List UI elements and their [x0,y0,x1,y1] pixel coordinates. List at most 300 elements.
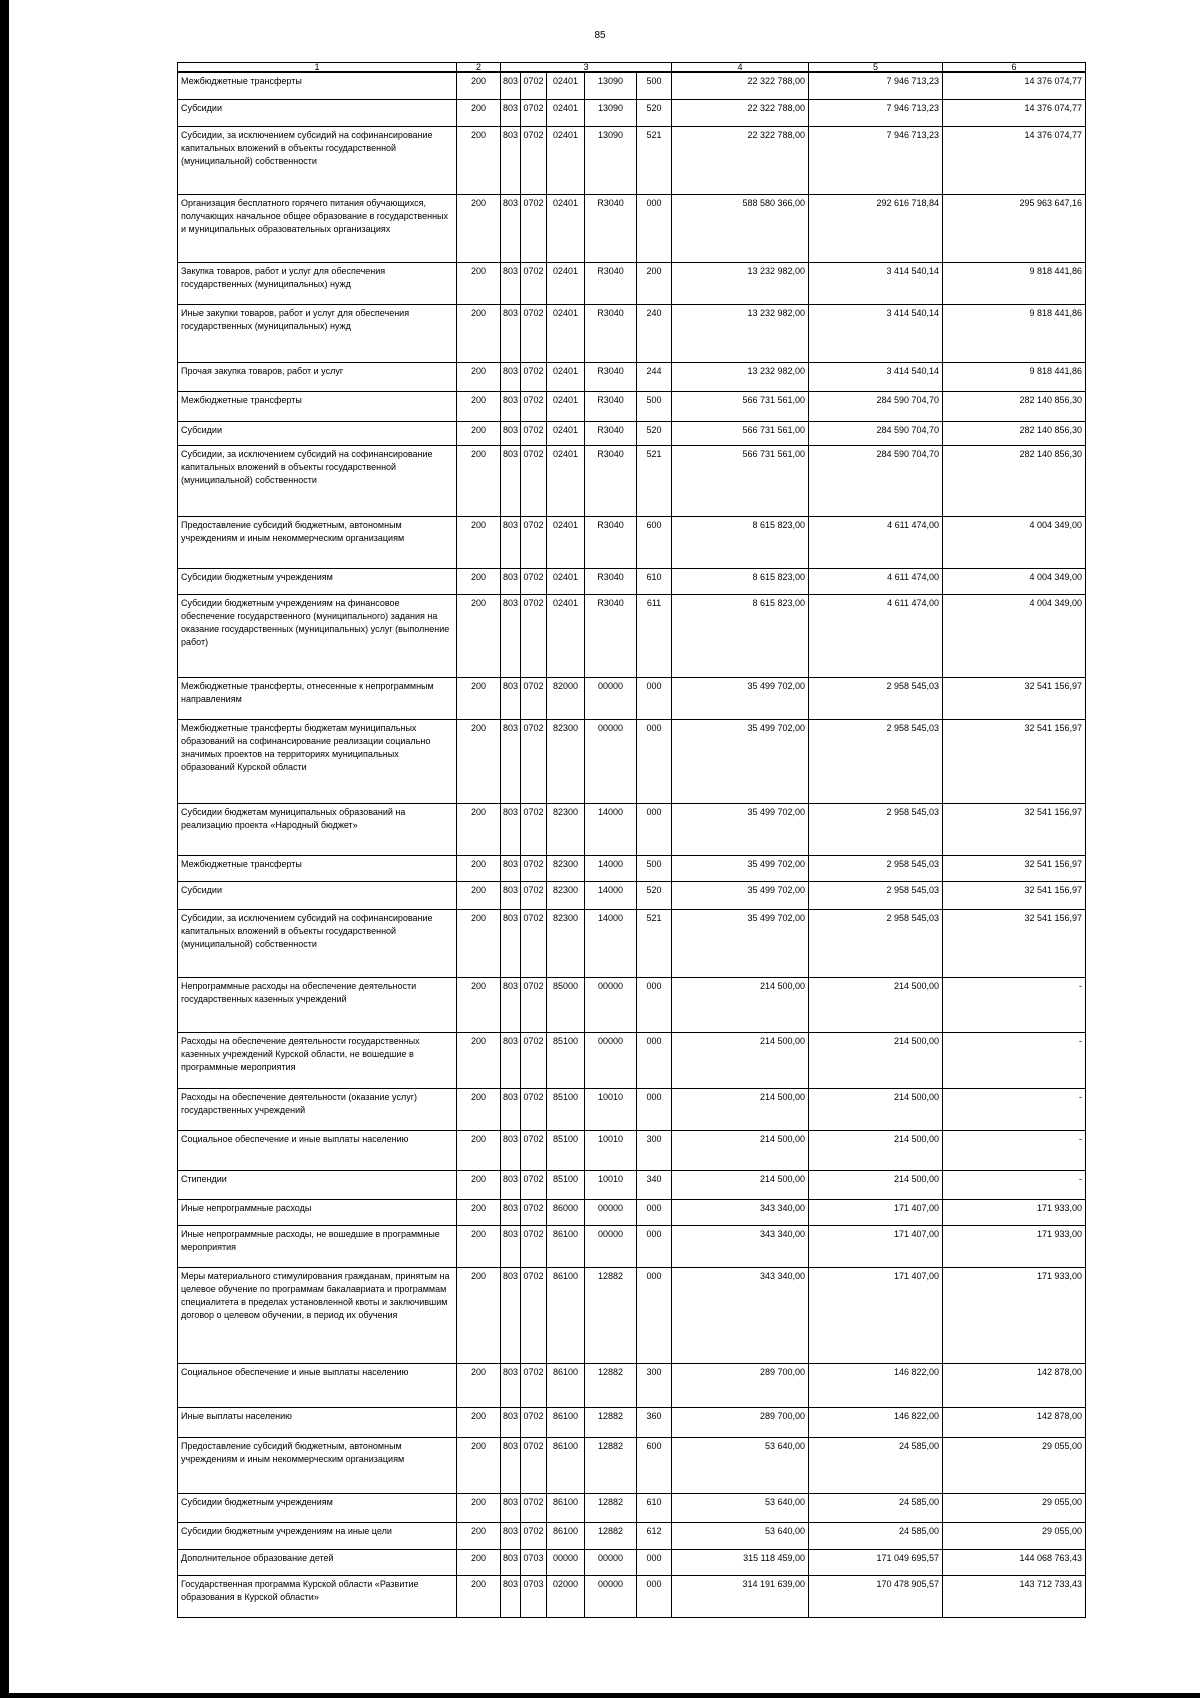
row-code-cs2: 12882 [585,1522,637,1549]
row-code-rz: 0702 [521,1363,547,1407]
row-value-6: 14 376 074,77 [943,72,1086,99]
row-code-g: 200 [457,304,501,362]
table-row [178,909,1086,977]
row-value-6: 32 541 156,97 [943,855,1086,881]
row-value-4: 35 499 702,00 [672,803,809,855]
row-name: Иные непрограммные расходы [178,1199,457,1225]
row-code-cs: 02401 [547,568,585,594]
row-code-vr: 611 [637,594,672,677]
row-code-g: 200 [457,1363,501,1407]
row-code-cs: 82300 [547,719,585,803]
row-code-vr: 521 [637,445,672,516]
table-row [178,99,1086,126]
row-value-4: 214 500,00 [672,1170,809,1199]
row-code-cs2: 12882 [585,1267,637,1363]
row-code-ved: 803 [501,1170,521,1199]
row-value-6: 4 004 349,00 [943,568,1086,594]
table-row [178,1575,1086,1617]
row-code-cs: 02401 [547,99,585,126]
row-name: Межбюджетные трансферты бюджетам муниципальных образований на софинансирование реализации социально значимых проектов на территориях муниципальных образований Курской области [178,719,457,803]
row-code-cs: 86100 [547,1493,585,1522]
row-code-rz: 0702 [521,304,547,362]
row-code-cs: 85100 [547,1088,585,1130]
row-code-cs2: 00000 [585,1549,637,1575]
row-code-cs2: 00000 [585,1032,637,1088]
row-value-4: 566 731 561,00 [672,421,809,445]
table-row [178,421,1086,445]
row-code-cs2: 13090 [585,99,637,126]
row-name: Межбюджетные трансферты [178,391,457,421]
row-code-rz: 0702 [521,126,547,194]
row-code-rz: 0702 [521,1225,547,1267]
row-name: Дополнительное образование детей [178,1549,457,1575]
row-value-6: 32 541 156,97 [943,803,1086,855]
row-name: Непрограммные расходы на обеспечение деятельности государственных казенных учреждений [178,977,457,1032]
row-value-5: 284 590 704,70 [809,445,943,516]
row-code-vr: 000 [637,1549,672,1575]
row-code-cs2: 14000 [585,855,637,881]
row-code-cs2: R3040 [585,445,637,516]
header-row [178,63,1086,73]
row-code-g: 200 [457,99,501,126]
row-code-ved: 803 [501,1363,521,1407]
row-name: Субсидии, за исключением субсидий на софинансирование капитальных вложений в объекты государственной (муниципальной) собственности [178,909,457,977]
row-code-ved: 803 [501,568,521,594]
row-code-g: 200 [457,445,501,516]
row-code-ved: 803 [501,1199,521,1225]
row-value-4: 13 232 982,00 [672,304,809,362]
row-code-cs: 85100 [547,1130,585,1170]
row-code-cs: 02401 [547,126,585,194]
row-code-vr: 240 [637,304,672,362]
table-row [178,516,1086,568]
row-value-5: 170 478 905,57 [809,1575,943,1617]
row-code-g: 200 [457,855,501,881]
row-code-cs: 82300 [547,803,585,855]
row-name: Субсидии бюджетам муниципальных образований на реализацию проекта «Народный бюджет» [178,803,457,855]
row-value-4: 22 322 788,00 [672,126,809,194]
row-code-g: 200 [457,1170,501,1199]
row-code-cs: 86100 [547,1437,585,1493]
row-code-cs: 00000 [547,1549,585,1575]
row-value-6: - [943,1088,1086,1130]
row-code-cs2: 12882 [585,1407,637,1437]
table-row [178,1493,1086,1522]
row-value-4: 566 731 561,00 [672,445,809,516]
row-code-cs: 86100 [547,1225,585,1267]
row-code-ved: 803 [501,194,521,262]
row-code-g: 200 [457,1437,501,1493]
row-code-ved: 803 [501,1549,521,1575]
row-value-4: 289 700,00 [672,1363,809,1407]
row-value-4: 214 500,00 [672,977,809,1032]
row-code-cs2: R3040 [585,304,637,362]
budget-table [177,62,1086,1618]
row-value-4: 343 340,00 [672,1199,809,1225]
table-row [178,855,1086,881]
row-value-5: 24 585,00 [809,1437,943,1493]
row-code-g: 200 [457,1199,501,1225]
row-code-cs2: 13090 [585,72,637,99]
row-value-4: 35 499 702,00 [672,719,809,803]
row-value-5: 2 958 545,03 [809,719,943,803]
row-code-ved: 803 [501,99,521,126]
row-name: Социальное обеспечение и иные выплаты населению [178,1363,457,1407]
row-code-ved: 803 [501,719,521,803]
row-value-6: 282 140 856,30 [943,421,1086,445]
row-value-6: 295 963 647,16 [943,194,1086,262]
row-value-4: 8 615 823,00 [672,516,809,568]
row-code-rz: 0702 [521,99,547,126]
row-name: Иные выплаты населению [178,1407,457,1437]
row-name: Расходы на обеспечение деятельности (оказание услуг) государственных учреждений [178,1088,457,1130]
row-code-cs: 02401 [547,362,585,391]
row-value-5: 284 590 704,70 [809,421,943,445]
row-value-6: 142 878,00 [943,1407,1086,1437]
row-code-vr: 340 [637,1170,672,1199]
row-value-6: 29 055,00 [943,1437,1086,1493]
row-code-ved: 803 [501,881,521,909]
row-code-g: 200 [457,1088,501,1130]
row-code-vr: 500 [637,391,672,421]
row-name: Закупка товаров, работ и услуг для обеспечения государственных (муниципальных) нужд [178,262,457,304]
row-code-ved: 803 [501,803,521,855]
row-code-rz: 0702 [521,1170,547,1199]
row-value-6: 32 541 156,97 [943,909,1086,977]
table-row [178,1032,1086,1088]
row-code-ved: 803 [501,391,521,421]
row-value-5: 171 049 695,57 [809,1549,943,1575]
row-value-6: 144 068 763,43 [943,1549,1086,1575]
row-code-g: 200 [457,1130,501,1170]
row-name: Меры материального стимулирования гражданам, принятым на целевое обучение по программам бакалавриата и программам специалитета в пределах установленной квоты и заключившим договор о целевом обучении, в период их обучения [178,1267,457,1363]
row-value-4: 35 499 702,00 [672,881,809,909]
row-code-rz: 0702 [521,391,547,421]
row-code-g: 200 [457,594,501,677]
row-code-g: 200 [457,421,501,445]
row-value-6: 32 541 156,97 [943,719,1086,803]
row-code-rz: 0702 [521,1267,547,1363]
row-value-4: 566 731 561,00 [672,391,809,421]
row-code-cs: 02401 [547,421,585,445]
row-code-cs2: R3040 [585,262,637,304]
row-name: Социальное обеспечение и иные выплаты населению [178,1130,457,1170]
row-code-ved: 803 [501,1225,521,1267]
row-code-vr: 000 [637,1088,672,1130]
row-code-g: 200 [457,262,501,304]
row-code-g: 200 [457,391,501,421]
row-value-4: 35 499 702,00 [672,909,809,977]
row-code-ved: 803 [501,362,521,391]
row-value-5: 146 822,00 [809,1363,943,1407]
header-col-2: 2 [457,63,501,73]
row-code-g: 200 [457,719,501,803]
row-value-6: 4 004 349,00 [943,516,1086,568]
row-code-ved: 803 [501,1575,521,1617]
row-name: Субсидии бюджетным учреждениям [178,1493,457,1522]
row-code-cs2: R3040 [585,421,637,445]
row-code-cs: 82300 [547,909,585,977]
row-code-g: 200 [457,1575,501,1617]
row-code-vr: 244 [637,362,672,391]
row-code-g: 200 [457,1032,501,1088]
row-code-rz: 0702 [521,977,547,1032]
row-code-cs2: 00000 [585,1199,637,1225]
row-name: Субсидии бюджетным учреждениям на иные цели [178,1522,457,1549]
row-code-cs: 02401 [547,262,585,304]
table-row [178,1199,1086,1225]
row-code-rz: 0702 [521,72,547,99]
scan-bottom-border [0,1693,1200,1698]
row-code-g: 200 [457,1267,501,1363]
row-code-vr: 521 [637,909,672,977]
row-code-g: 200 [457,1549,501,1575]
row-code-rz: 0702 [521,445,547,516]
row-code-rz: 0702 [521,909,547,977]
row-value-5: 2 958 545,03 [809,909,943,977]
header-col-1: 1 [178,63,457,73]
row-value-4: 214 500,00 [672,1088,809,1130]
row-code-cs2: 12882 [585,1493,637,1522]
row-value-4: 22 322 788,00 [672,99,809,126]
row-value-5: 4 611 474,00 [809,516,943,568]
row-code-rz: 0702 [521,855,547,881]
row-code-cs: 86100 [547,1363,585,1407]
row-code-ved: 803 [501,677,521,719]
row-name: Субсидии [178,99,457,126]
row-value-6: 29 055,00 [943,1493,1086,1522]
row-code-g: 200 [457,516,501,568]
row-code-cs: 02401 [547,391,585,421]
row-value-5: 292 616 718,84 [809,194,943,262]
row-value-4: 13 232 982,00 [672,362,809,391]
row-code-vr: 520 [637,421,672,445]
table-row [178,568,1086,594]
row-code-vr: 500 [637,855,672,881]
row-code-vr: 000 [637,194,672,262]
row-code-ved: 803 [501,262,521,304]
row-code-cs: 02000 [547,1575,585,1617]
row-name: Предоставление субсидий бюджетным, автономным учреждениям и иным некоммерческим организациям [178,1437,457,1493]
row-value-5: 171 407,00 [809,1267,943,1363]
row-code-vr: 610 [637,568,672,594]
row-code-cs2: R3040 [585,391,637,421]
row-code-g: 200 [457,677,501,719]
row-code-ved: 803 [501,445,521,516]
row-code-cs2: 00000 [585,719,637,803]
row-code-cs: 02401 [547,516,585,568]
row-code-cs: 02401 [547,72,585,99]
row-code-g: 200 [457,126,501,194]
row-name: Иные непрограммные расходы, не вошедшие в программные мероприятия [178,1225,457,1267]
row-value-6: - [943,1130,1086,1170]
row-code-cs: 85100 [547,1032,585,1088]
row-value-4: 8 615 823,00 [672,568,809,594]
row-code-vr: 000 [637,1199,672,1225]
table-row [178,1225,1086,1267]
table-row [178,391,1086,421]
row-code-cs: 85100 [547,1170,585,1199]
row-value-5: 3 414 540,14 [809,262,943,304]
row-code-vr: 520 [637,99,672,126]
row-code-ved: 803 [501,855,521,881]
row-code-g: 200 [457,1407,501,1437]
row-code-vr: 300 [637,1130,672,1170]
table-row [178,362,1086,391]
row-code-rz: 0702 [521,362,547,391]
table-row [178,1437,1086,1493]
row-code-vr: 000 [637,1267,672,1363]
table-row [178,1130,1086,1170]
table-row [178,126,1086,194]
row-value-4: 588 580 366,00 [672,194,809,262]
row-name: Субсидии бюджетным учреждениям на финансовое обеспечение государственного (муниципального) задания на оказание государственных (муниципальных) услуг (выполнение работ) [178,594,457,677]
row-value-6: 142 878,00 [943,1363,1086,1407]
row-code-ved: 803 [501,304,521,362]
table-row [178,1088,1086,1130]
scan-left-border [0,0,9,1698]
row-value-4: 8 615 823,00 [672,594,809,677]
row-value-5: 4 611 474,00 [809,568,943,594]
row-code-cs2: 10010 [585,1170,637,1199]
row-code-vr: 521 [637,126,672,194]
row-code-cs2: 00000 [585,1225,637,1267]
row-code-cs2: R3040 [585,194,637,262]
row-code-rz: 0702 [521,1407,547,1437]
row-value-4: 53 640,00 [672,1493,809,1522]
row-code-g: 200 [457,909,501,977]
table-body [178,72,1086,1617]
row-code-cs: 86100 [547,1522,585,1549]
table-row [178,1522,1086,1549]
row-value-6: 171 933,00 [943,1199,1086,1225]
row-code-vr: 000 [637,1575,672,1617]
row-value-5: 214 500,00 [809,1088,943,1130]
table-row [178,1407,1086,1437]
row-code-cs2: 14000 [585,909,637,977]
row-code-g: 200 [457,194,501,262]
row-code-rz: 0703 [521,1549,547,1575]
row-code-ved: 803 [501,421,521,445]
row-value-6: - [943,977,1086,1032]
row-code-ved: 803 [501,977,521,1032]
row-code-cs2: 13090 [585,126,637,194]
row-code-g: 200 [457,362,501,391]
row-code-rz: 0702 [521,594,547,677]
row-code-g: 200 [457,72,501,99]
row-code-rz: 0702 [521,1522,547,1549]
row-value-5: 2 958 545,03 [809,677,943,719]
table-row [178,677,1086,719]
row-value-5: 171 407,00 [809,1199,943,1225]
row-code-rz: 0702 [521,803,547,855]
row-name: Прочая закупка товаров, работ и услуг [178,362,457,391]
row-code-rz: 0702 [521,194,547,262]
row-value-5: 214 500,00 [809,1130,943,1170]
page-number: 85 [594,30,606,41]
row-value-6: 9 818 441,86 [943,262,1086,304]
header-col-5: 5 [809,63,943,73]
row-value-6: 171 933,00 [943,1267,1086,1363]
row-code-rz: 0702 [521,677,547,719]
row-value-4: 35 499 702,00 [672,855,809,881]
row-code-rz: 0703 [521,1575,547,1617]
row-value-5: 2 958 545,03 [809,803,943,855]
row-code-rz: 0702 [521,1130,547,1170]
row-value-6: 9 818 441,86 [943,362,1086,391]
table-row [178,445,1086,516]
budget-table-container [177,62,1085,1618]
table-row [178,1363,1086,1407]
row-code-ved: 803 [501,1130,521,1170]
row-value-5: 2 958 545,03 [809,855,943,881]
row-name: Государственная программа Курской области «Развитие образования в Курской области» [178,1575,457,1617]
row-code-vr: 612 [637,1522,672,1549]
row-value-4: 13 232 982,00 [672,262,809,304]
row-code-ved: 803 [501,72,521,99]
row-code-vr: 200 [637,262,672,304]
row-code-cs2: 00000 [585,677,637,719]
row-value-5: 24 585,00 [809,1522,943,1549]
row-name: Субсидии, за исключением субсидий на софинансирование капитальных вложений в объекты государственной (муниципальной) собственности [178,445,457,516]
row-name: Организация бесплатного горячего питания обучающихся, получающих начальное общее образование в государственных и муниципальных образовательных организациях [178,194,457,262]
row-code-cs: 82300 [547,881,585,909]
row-value-5: 214 500,00 [809,1032,943,1088]
row-code-ved: 803 [501,594,521,677]
row-value-5: 171 407,00 [809,1225,943,1267]
row-code-g: 200 [457,977,501,1032]
table-row [178,1549,1086,1575]
row-value-6: 32 541 156,97 [943,881,1086,909]
table-row [178,72,1086,99]
row-code-vr: 520 [637,881,672,909]
row-value-4: 314 191 639,00 [672,1575,809,1617]
row-value-5: 3 414 540,14 [809,304,943,362]
row-value-5: 214 500,00 [809,1170,943,1199]
row-name: Расходы на обеспечение деятельности государственных казенных учреждений Курской области, не вошедшие в программные мероприятия [178,1032,457,1088]
row-code-cs: 02401 [547,194,585,262]
row-name: Субсидии [178,421,457,445]
row-code-rz: 0702 [521,1493,547,1522]
row-value-4: 22 322 788,00 [672,72,809,99]
row-value-5: 4 611 474,00 [809,594,943,677]
row-value-5: 3 414 540,14 [809,362,943,391]
row-value-5: 146 822,00 [809,1407,943,1437]
row-code-cs: 86100 [547,1407,585,1437]
row-code-vr: 500 [637,72,672,99]
row-value-6: 14 376 074,77 [943,126,1086,194]
row-value-6: 143 712 733,43 [943,1575,1086,1617]
row-code-cs2: R3040 [585,568,637,594]
row-code-vr: 610 [637,1493,672,1522]
row-code-g: 200 [457,881,501,909]
row-value-6: 9 818 441,86 [943,304,1086,362]
table-row [178,977,1086,1032]
row-code-g: 200 [457,1522,501,1549]
row-value-5: 7 946 713,23 [809,72,943,99]
row-code-g: 200 [457,803,501,855]
row-code-ved: 803 [501,1437,521,1493]
row-code-cs: 02401 [547,594,585,677]
row-code-rz: 0702 [521,1199,547,1225]
row-value-4: 343 340,00 [672,1267,809,1363]
row-code-vr: 600 [637,516,672,568]
row-value-6: 282 140 856,30 [943,391,1086,421]
row-code-cs2: 00000 [585,977,637,1032]
row-code-g: 200 [457,1493,501,1522]
row-value-5: 214 500,00 [809,977,943,1032]
row-code-rz: 0702 [521,1437,547,1493]
